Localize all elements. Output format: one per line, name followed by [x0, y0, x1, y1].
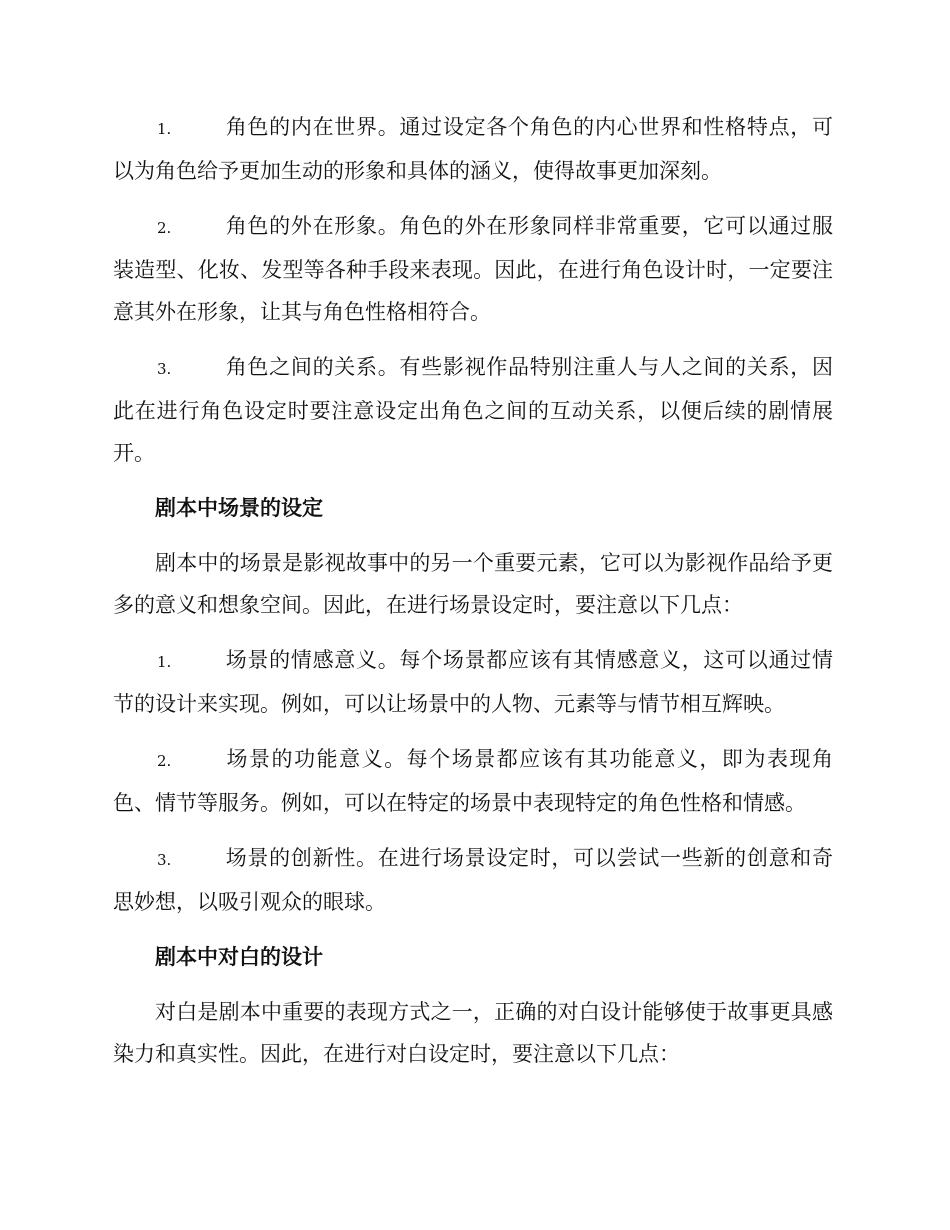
list-number: 1. — [157, 653, 172, 671]
list-item-character-appearance — [113, 205, 833, 333]
paragraph-scene-intro: 剧本中的场景是影视故事中的另一个重要元素，它可以为影视作品给予更多的意义和想象空间。因此，在进行场景设定时，要注意以下几点： — [113, 551, 833, 617]
list-item-character-relations — [113, 346, 833, 474]
section-heading-scene: 剧本中场景的设定 — [155, 496, 323, 520]
list-item-scene-emotion — [113, 639, 833, 725]
list-item-text: 场景的功能意义。每个场景都应该有其功能意义，即为表现角色、情节等服务。例如，可以在特定的场景中表现特定的角色性格和情感。 — [113, 747, 833, 815]
list-number: 3. — [157, 851, 172, 869]
document-body — [113, 106, 833, 1088]
list-number: 3. — [157, 360, 172, 378]
section-heading-dialogue: 剧本中对白的设计 — [155, 945, 323, 969]
list-item-text: 场景的情感意义。每个场景都应该有其情感意义，这可以通过情节的设计来实现。例如，可以让场景中的人物、元素等与情节相互辉映。 — [113, 648, 833, 716]
list-item-text: 角色的内在世界。通过设定各个角色的内心世界和性格特点，可以为角色给予更加生动的形象和具体的涵义，使得故事更加深刻。 — [113, 115, 833, 183]
list-item-scene-innovation — [113, 837, 833, 923]
list-number: 1. — [157, 120, 172, 138]
list-item-text: 角色之间的关系。有些影视作品特别注重人与人之间的关系，因此在进行角色设定时要注意设定出角色之间的互动关系，以便后续的剧情展开。 — [113, 355, 833, 465]
list-item-scene-function — [113, 738, 833, 824]
list-item-text: 场景的创新性。在进行场景设定时，可以尝试一些新的创意和奇思妙想，以吸引观众的眼球。 — [113, 846, 833, 914]
list-item-character-inner-world — [113, 106, 833, 192]
list-item-text: 角色的外在形象。角色的外在形象同样非常重要，它可以通过服装造型、化妆、发型等各种手段来表现。因此，在进行角色设计时，一定要注意其外在形象，让其与角色性格相符合。 — [113, 214, 833, 324]
paragraph-dialogue-intro: 对白是剧本中重要的表现方式之一，正确的对白设计能够使于故事更具感染力和真实性。因此，在进行对白设定时，要注意以下几点： — [113, 1000, 833, 1066]
list-number: 2. — [157, 219, 172, 237]
list-number: 2. — [157, 752, 172, 770]
